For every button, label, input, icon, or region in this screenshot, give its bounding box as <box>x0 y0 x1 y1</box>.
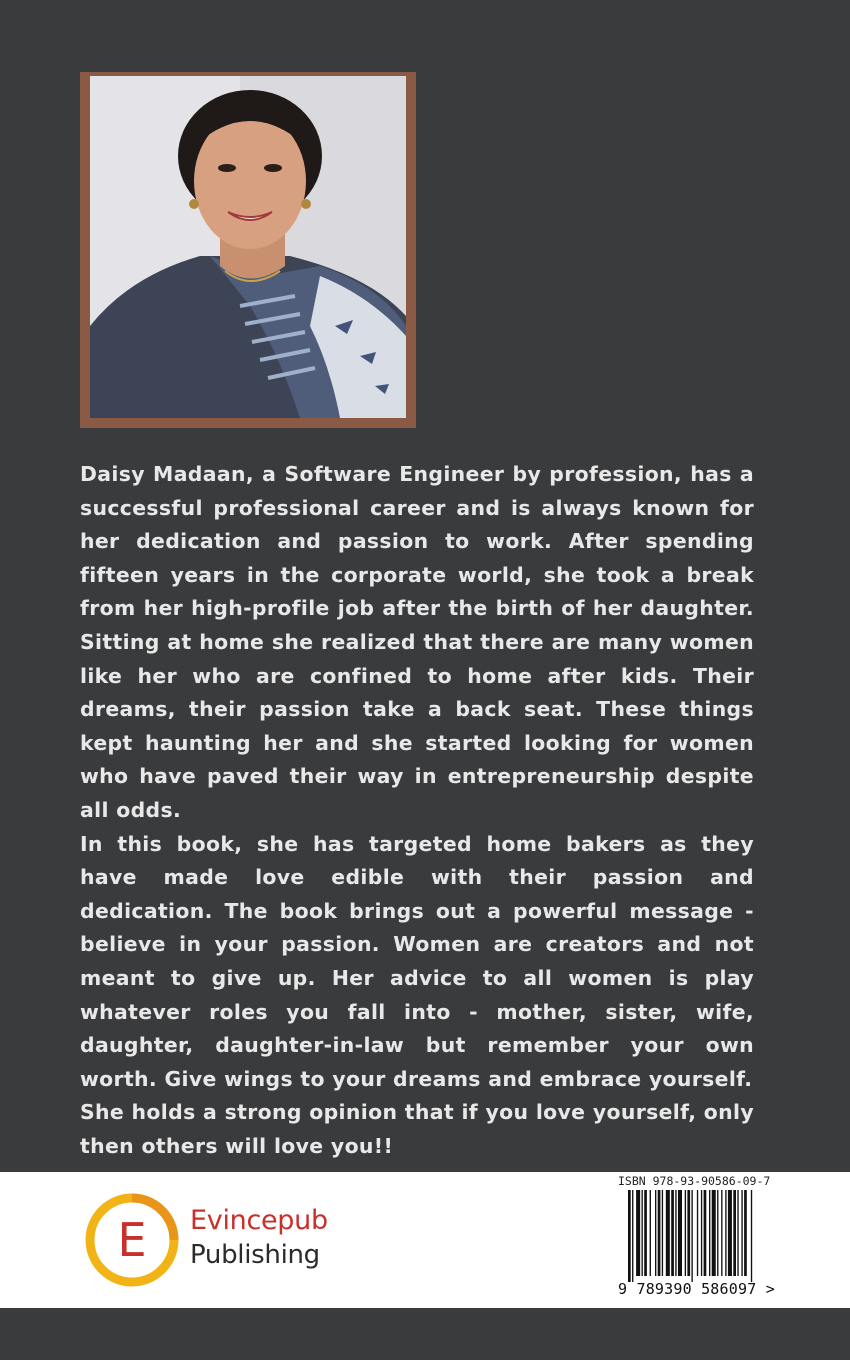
isbn-digits: 9 789390 586097 > <box>618 1280 775 1298</box>
barcode-bar <box>671 1190 674 1276</box>
isbn-barcode <box>614 1174 794 1302</box>
barcode-bar <box>728 1190 732 1276</box>
barcode-bar <box>658 1190 661 1276</box>
barcode-bar <box>751 1190 752 1282</box>
barcode-bar <box>709 1190 710 1276</box>
author-bio <box>80 458 754 1163</box>
barcode-bar <box>737 1190 738 1276</box>
barcode-bar <box>642 1190 643 1276</box>
barcode-bar <box>644 1190 647 1276</box>
logo-letter: E <box>117 1213 147 1267</box>
barcode-bar <box>675 1190 676 1276</box>
author-portrait-illustration <box>90 76 406 418</box>
barcode-bar <box>733 1190 736 1276</box>
barcode-bar <box>655 1190 656 1276</box>
barcode-bar <box>717 1190 718 1276</box>
barcode-bar <box>704 1190 707 1276</box>
barcode-bar <box>632 1190 633 1282</box>
barcode-bar <box>744 1190 747 1276</box>
barcode-bar <box>666 1190 670 1276</box>
barcode-bar <box>687 1190 690 1276</box>
barcode-bar <box>628 1190 631 1282</box>
bio-paragraph-3: She holds a strong opinion that if you love yourself, only then others will love you!! <box>80 1100 754 1158</box>
author-photo <box>90 76 406 418</box>
publisher-name <box>190 1204 328 1272</box>
bio-paragraph-1: Daisy Madaan, a Software Engineer by profession, has a successful professional career and is always known for her dedication and passion to work. After spending fifteen years in the corporate world, she took a break from her high-profile job after the birth of her daughter. Sitting at home she realized that there are many women like her who are confined to home after kids. Their dreams, their passion take a back seat. These things kept haunting her and she started looking for women who have paved their way in entrepreneurship despite all odds. <box>80 462 754 822</box>
barcode-bar <box>712 1190 716 1276</box>
publisher-name-line2: Publishing <box>190 1240 320 1270</box>
barcode-bar <box>685 1190 686 1276</box>
barcode-bar <box>741 1190 742 1276</box>
barcode-bar <box>636 1190 640 1276</box>
barcode-bar <box>725 1190 726 1276</box>
publisher-name-line1: Evincepub <box>190 1205 328 1236</box>
barcode-bars <box>614 1190 772 1282</box>
barcode-bar <box>691 1190 692 1282</box>
photo-frame <box>80 72 416 428</box>
barcode-bar <box>678 1190 682 1276</box>
barcode-bar <box>650 1190 651 1276</box>
barcode-bar <box>721 1190 722 1276</box>
evincepub-logo-icon <box>84 1192 180 1288</box>
barcode-bar <box>662 1190 663 1276</box>
bio-paragraph-2: In this book, she has targeted home bakers as they have made love edible with their passion and dedication. The book brings out a powerful message - believe in your passion. Women are creators and not meant to give up. Her advice to all women is play whatever roles you fall into - mother, sister, wife, daughter, daughter-in-law but remember your own worth. Give wings to your dreams and embrace yourself. <box>80 831 754 1091</box>
isbn-label: ISBN 978-93-90586-09-7 <box>618 1174 771 1188</box>
barcode-bar <box>701 1190 702 1276</box>
barcode-bar <box>697 1190 698 1276</box>
